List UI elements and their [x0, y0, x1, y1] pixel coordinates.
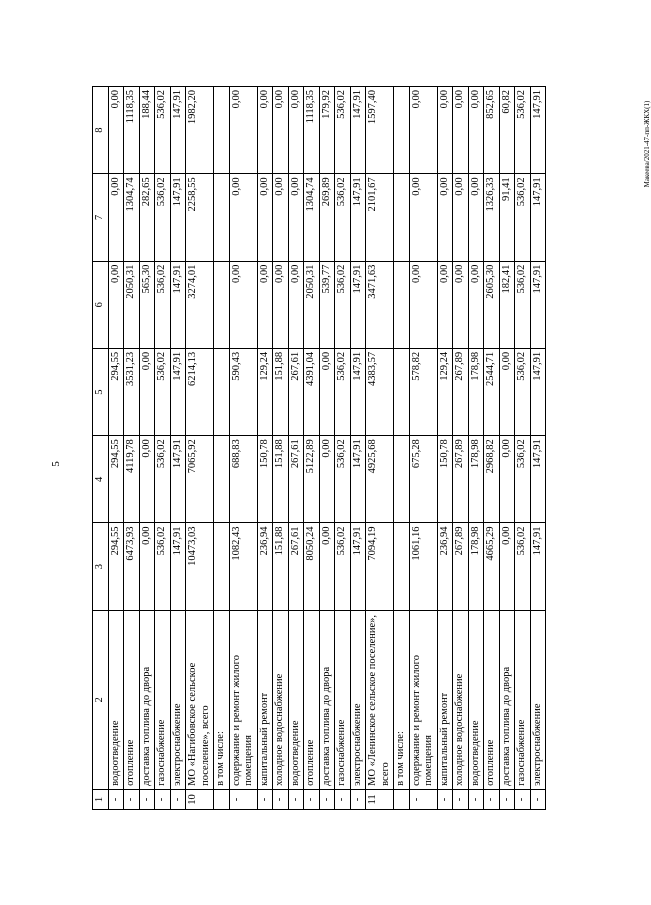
value-cell: 0,00	[468, 261, 484, 348]
row-label-cell: капитальный ремонт	[257, 610, 273, 789]
value-cell: 147,91	[530, 523, 546, 610]
value-cell: 0,00	[319, 348, 335, 435]
row-number-cell: -	[304, 789, 320, 809]
value-cell: 4119,78	[124, 436, 140, 523]
row-number-cell: -	[170, 789, 186, 809]
row-number-cell: -	[155, 789, 171, 809]
value-cell: 0,00	[499, 436, 515, 523]
value-cell: 269,89	[319, 174, 335, 261]
value-cell	[214, 87, 230, 174]
row-number-cell: -	[124, 789, 140, 809]
header-cell: 6	[93, 261, 109, 348]
value-cell: 2050,31	[304, 261, 320, 348]
row-number-cell: -	[350, 789, 366, 809]
value-cell	[214, 174, 230, 261]
value-cell: 0,00	[229, 174, 257, 261]
value-cell: 0,00	[273, 174, 289, 261]
value-cell: 236,94	[257, 523, 273, 610]
value-cell: 578,82	[409, 348, 437, 435]
row-label-cell: холодное водоснабжение	[273, 610, 289, 789]
table-row	[155, 87, 171, 810]
value-cell: 4391,04	[304, 348, 320, 435]
value-cell: 267,61	[288, 523, 304, 610]
value-cell: 0,00	[229, 261, 257, 348]
value-cell: 147,91	[170, 436, 186, 523]
row-label-cell: доставка топлива до двора	[499, 610, 515, 789]
value-cell: 0,00	[437, 87, 453, 174]
table-row	[319, 87, 335, 810]
header-cell: 4	[93, 436, 109, 523]
row-number-cell: -	[257, 789, 273, 809]
value-cell: 178,98	[468, 436, 484, 523]
value-cell: 2258,55	[186, 174, 214, 261]
page-number: 5	[50, 461, 62, 467]
value-cell: 147,91	[170, 261, 186, 348]
value-cell: 1982,20	[186, 87, 214, 174]
value-cell: 536,02	[155, 174, 171, 261]
document-stamp: Макеева/2021-47-пп-ЖКХ(1)	[643, 100, 651, 188]
table-row	[453, 87, 469, 810]
row-number-cell: -	[335, 789, 351, 809]
value-cell: 10473,03	[186, 523, 214, 610]
value-cell: 151,88	[273, 436, 289, 523]
value-cell: 7094,19	[366, 523, 394, 610]
header-cell: 2	[93, 610, 109, 789]
value-cell: 0,00	[453, 174, 469, 261]
value-cell: 536,02	[515, 174, 531, 261]
row-label-cell: электроснабжение	[170, 610, 186, 789]
value-cell: 536,02	[335, 523, 351, 610]
value-cell: 0,00	[273, 261, 289, 348]
value-cell	[214, 436, 230, 523]
value-cell: 129,24	[437, 348, 453, 435]
value-cell: 0,00	[288, 174, 304, 261]
value-cell: 2968,82	[484, 436, 500, 523]
value-cell: 536,02	[155, 261, 171, 348]
value-cell: 0,00	[108, 174, 124, 261]
value-cell: 0,00	[453, 87, 469, 174]
value-cell: 151,88	[273, 523, 289, 610]
row-number-cell: -	[468, 789, 484, 809]
value-cell: 539,77	[319, 261, 335, 348]
value-cell: 188,44	[139, 87, 155, 174]
value-cell: 147,91	[350, 523, 366, 610]
row-label-cell: отопление	[304, 610, 320, 789]
value-cell: 0,00	[468, 87, 484, 174]
value-cell: 5122,89	[304, 436, 320, 523]
value-cell: 147,91	[350, 87, 366, 174]
row-number-cell: 11	[366, 789, 394, 809]
table-row	[530, 87, 546, 810]
value-cell: 182,41	[499, 261, 515, 348]
value-cell: 0,00	[257, 174, 273, 261]
row-label-cell: содержание и ремонт жилого помещения	[229, 610, 257, 789]
value-cell: 536,02	[155, 436, 171, 523]
value-cell: 0,00	[229, 87, 257, 174]
value-cell: 147,91	[170, 348, 186, 435]
row-number-cell: -	[484, 789, 500, 809]
value-cell: 6214,13	[186, 348, 214, 435]
row-number-cell: -	[229, 789, 257, 809]
value-cell	[394, 523, 410, 610]
row-label-cell: электроснабжение	[350, 610, 366, 789]
value-cell: 0,00	[257, 261, 273, 348]
row-label-cell: электроснабжение	[530, 610, 546, 789]
value-cell: 1597,40	[366, 87, 394, 174]
header-cell: 8	[93, 87, 109, 174]
value-cell: 0,00	[468, 174, 484, 261]
value-cell: 536,02	[515, 87, 531, 174]
row-number-cell: -	[108, 789, 124, 809]
value-cell	[394, 348, 410, 435]
value-cell: 536,02	[155, 87, 171, 174]
tariff-table	[92, 86, 546, 810]
value-cell: 267,89	[453, 436, 469, 523]
row-number-cell: -	[288, 789, 304, 809]
value-cell: 3531,23	[124, 348, 140, 435]
value-cell: 150,78	[257, 436, 273, 523]
row-label-cell: холодное водоснабжение	[453, 610, 469, 789]
value-cell: 0,00	[108, 261, 124, 348]
table-row	[229, 87, 257, 810]
value-cell: 536,02	[155, 523, 171, 610]
table-row	[468, 87, 484, 810]
tariff-table-rotated	[92, 86, 543, 810]
value-cell: 1082,43	[229, 523, 257, 610]
value-cell: 1304,74	[124, 174, 140, 261]
value-cell: 129,24	[257, 348, 273, 435]
value-cell: 4665,29	[484, 523, 500, 610]
row-number-cell: -	[437, 789, 453, 809]
value-cell: 147,91	[350, 174, 366, 261]
value-cell: 151,88	[273, 348, 289, 435]
value-cell: 147,91	[350, 261, 366, 348]
row-number-cell	[214, 789, 230, 809]
row-label-cell: в том числе:	[394, 610, 410, 789]
value-cell: 0,00	[437, 174, 453, 261]
value-cell: 1061,16	[409, 523, 437, 610]
value-cell: 3274,01	[186, 261, 214, 348]
row-label-cell: МО «Ленинское сельское поселение», всего	[366, 610, 394, 789]
value-cell: 147,91	[530, 436, 546, 523]
row-number-cell: -	[530, 789, 546, 809]
value-cell: 150,78	[437, 436, 453, 523]
value-cell: 147,91	[350, 348, 366, 435]
value-cell: 0,00	[257, 87, 273, 174]
row-number-cell: -	[499, 789, 515, 809]
value-cell: 0,00	[409, 261, 437, 348]
row-label-cell: отопление	[124, 610, 140, 789]
table-row	[366, 87, 394, 810]
table-row	[350, 87, 366, 810]
row-number-cell: -	[319, 789, 335, 809]
value-cell: 179,92	[319, 87, 335, 174]
value-cell: 7065,92	[186, 436, 214, 523]
value-cell	[214, 261, 230, 348]
row-label-cell: доставка топлива до двора	[319, 610, 335, 789]
value-cell: 0,00	[139, 523, 155, 610]
value-cell: 1118,35	[124, 87, 140, 174]
value-cell	[394, 87, 410, 174]
value-cell: 294,55	[108, 348, 124, 435]
table-row	[214, 87, 230, 810]
value-cell: 0,00	[499, 523, 515, 610]
row-label-cell: отопление	[484, 610, 500, 789]
row-label-cell: доставка топлива до двора	[139, 610, 155, 789]
value-cell: 536,02	[335, 348, 351, 435]
value-cell: 536,02	[515, 523, 531, 610]
value-cell: 536,02	[335, 261, 351, 348]
row-number-cell: -	[453, 789, 469, 809]
value-cell	[394, 436, 410, 523]
table-row	[484, 87, 500, 810]
value-cell: 267,61	[288, 436, 304, 523]
value-cell: 236,94	[437, 523, 453, 610]
value-cell: 147,91	[530, 261, 546, 348]
value-cell: 147,91	[530, 174, 546, 261]
value-cell: 147,91	[350, 436, 366, 523]
header-cell: 1	[93, 789, 109, 809]
value-cell: 147,91	[170, 87, 186, 174]
table-row	[108, 87, 124, 810]
value-cell: 267,89	[453, 348, 469, 435]
row-label-cell: капитальный ремонт	[437, 610, 453, 789]
header-cell: 7	[93, 174, 109, 261]
table-row	[409, 87, 437, 810]
table-row	[335, 87, 351, 810]
header-cell: 3	[93, 523, 109, 610]
table-row	[515, 87, 531, 810]
header-cell: 5	[93, 348, 109, 435]
value-cell: 0,00	[453, 261, 469, 348]
value-cell: 0,00	[409, 174, 437, 261]
value-cell: 0,00	[288, 87, 304, 174]
value-cell: 0,00	[437, 261, 453, 348]
table-row	[257, 87, 273, 810]
table-row	[437, 87, 453, 810]
value-cell: 4925,68	[366, 436, 394, 523]
value-cell: 675,28	[409, 436, 437, 523]
value-cell: 2101,67	[366, 174, 394, 261]
value-cell: 282,65	[139, 174, 155, 261]
row-number-cell: -	[273, 789, 289, 809]
row-number-cell: 10	[186, 789, 214, 809]
value-cell: 4383,57	[366, 348, 394, 435]
value-cell: 267,61	[288, 348, 304, 435]
value-cell	[394, 174, 410, 261]
value-cell: 590,43	[229, 348, 257, 435]
tariff-table-body	[93, 87, 546, 810]
value-cell: 0,00	[288, 261, 304, 348]
row-number-cell: -	[515, 789, 531, 809]
value-cell: 688,83	[229, 436, 257, 523]
value-cell: 536,02	[515, 436, 531, 523]
value-cell: 1326,33	[484, 174, 500, 261]
row-number-cell	[394, 789, 410, 809]
value-cell	[394, 261, 410, 348]
table-row	[124, 87, 140, 810]
value-cell: 294,55	[108, 523, 124, 610]
value-cell: 0,00	[409, 87, 437, 174]
value-cell: 147,91	[530, 348, 546, 435]
value-cell: 2050,31	[124, 261, 140, 348]
table-row	[170, 87, 186, 810]
row-label-cell: газоснабжение	[155, 610, 171, 789]
value-cell: 60,82	[499, 87, 515, 174]
row-label-cell: газоснабжение	[515, 610, 531, 789]
value-cell	[214, 348, 230, 435]
value-cell: 536,02	[335, 174, 351, 261]
value-cell: 0,00	[319, 523, 335, 610]
value-cell	[214, 523, 230, 610]
value-cell: 565,30	[139, 261, 155, 348]
value-cell: 91,41	[499, 174, 515, 261]
table-row	[186, 87, 214, 810]
table-row	[304, 87, 320, 810]
value-cell: 294,55	[108, 436, 124, 523]
value-cell: 536,02	[515, 348, 531, 435]
value-cell: 178,98	[468, 523, 484, 610]
table-row	[273, 87, 289, 810]
value-cell: 0,00	[139, 436, 155, 523]
value-cell: 2544,71	[484, 348, 500, 435]
row-label-cell: газоснабжение	[335, 610, 351, 789]
table-row	[499, 87, 515, 810]
value-cell: 6473,93	[124, 523, 140, 610]
table-header-row	[93, 87, 109, 810]
value-cell: 147,91	[170, 174, 186, 261]
row-label-cell: водоотведение	[108, 610, 124, 789]
value-cell: 1304,74	[304, 174, 320, 261]
value-cell: 0,00	[273, 87, 289, 174]
row-label-cell: в том числе:	[214, 610, 230, 789]
value-cell: 0,00	[139, 348, 155, 435]
table-row	[139, 87, 155, 810]
row-label-cell: водоотведение	[468, 610, 484, 789]
row-number-cell: -	[139, 789, 155, 809]
value-cell: 2605,30	[484, 261, 500, 348]
value-cell: 1118,35	[304, 87, 320, 174]
table-row	[288, 87, 304, 810]
value-cell: 8050,24	[304, 523, 320, 610]
value-cell: 536,02	[515, 261, 531, 348]
value-cell: 0,00	[499, 348, 515, 435]
value-cell: 536,02	[335, 87, 351, 174]
value-cell: 852,65	[484, 87, 500, 174]
row-label-cell: МО «Нагибовское сельское поселение», всего	[186, 610, 214, 789]
value-cell: 3471,63	[366, 261, 394, 348]
value-cell: 178,98	[468, 348, 484, 435]
value-cell: 0,00	[108, 87, 124, 174]
row-number-cell: -	[409, 789, 437, 809]
value-cell: 147,91	[530, 87, 546, 174]
row-label-cell: водоотведение	[288, 610, 304, 789]
value-cell: 147,91	[170, 523, 186, 610]
value-cell: 267,89	[453, 523, 469, 610]
value-cell: 0,00	[319, 436, 335, 523]
value-cell: 536,02	[335, 436, 351, 523]
table-row	[394, 87, 410, 810]
value-cell: 536,02	[155, 348, 171, 435]
row-label-cell: содержание и ремонт жилого помещения	[409, 610, 437, 789]
